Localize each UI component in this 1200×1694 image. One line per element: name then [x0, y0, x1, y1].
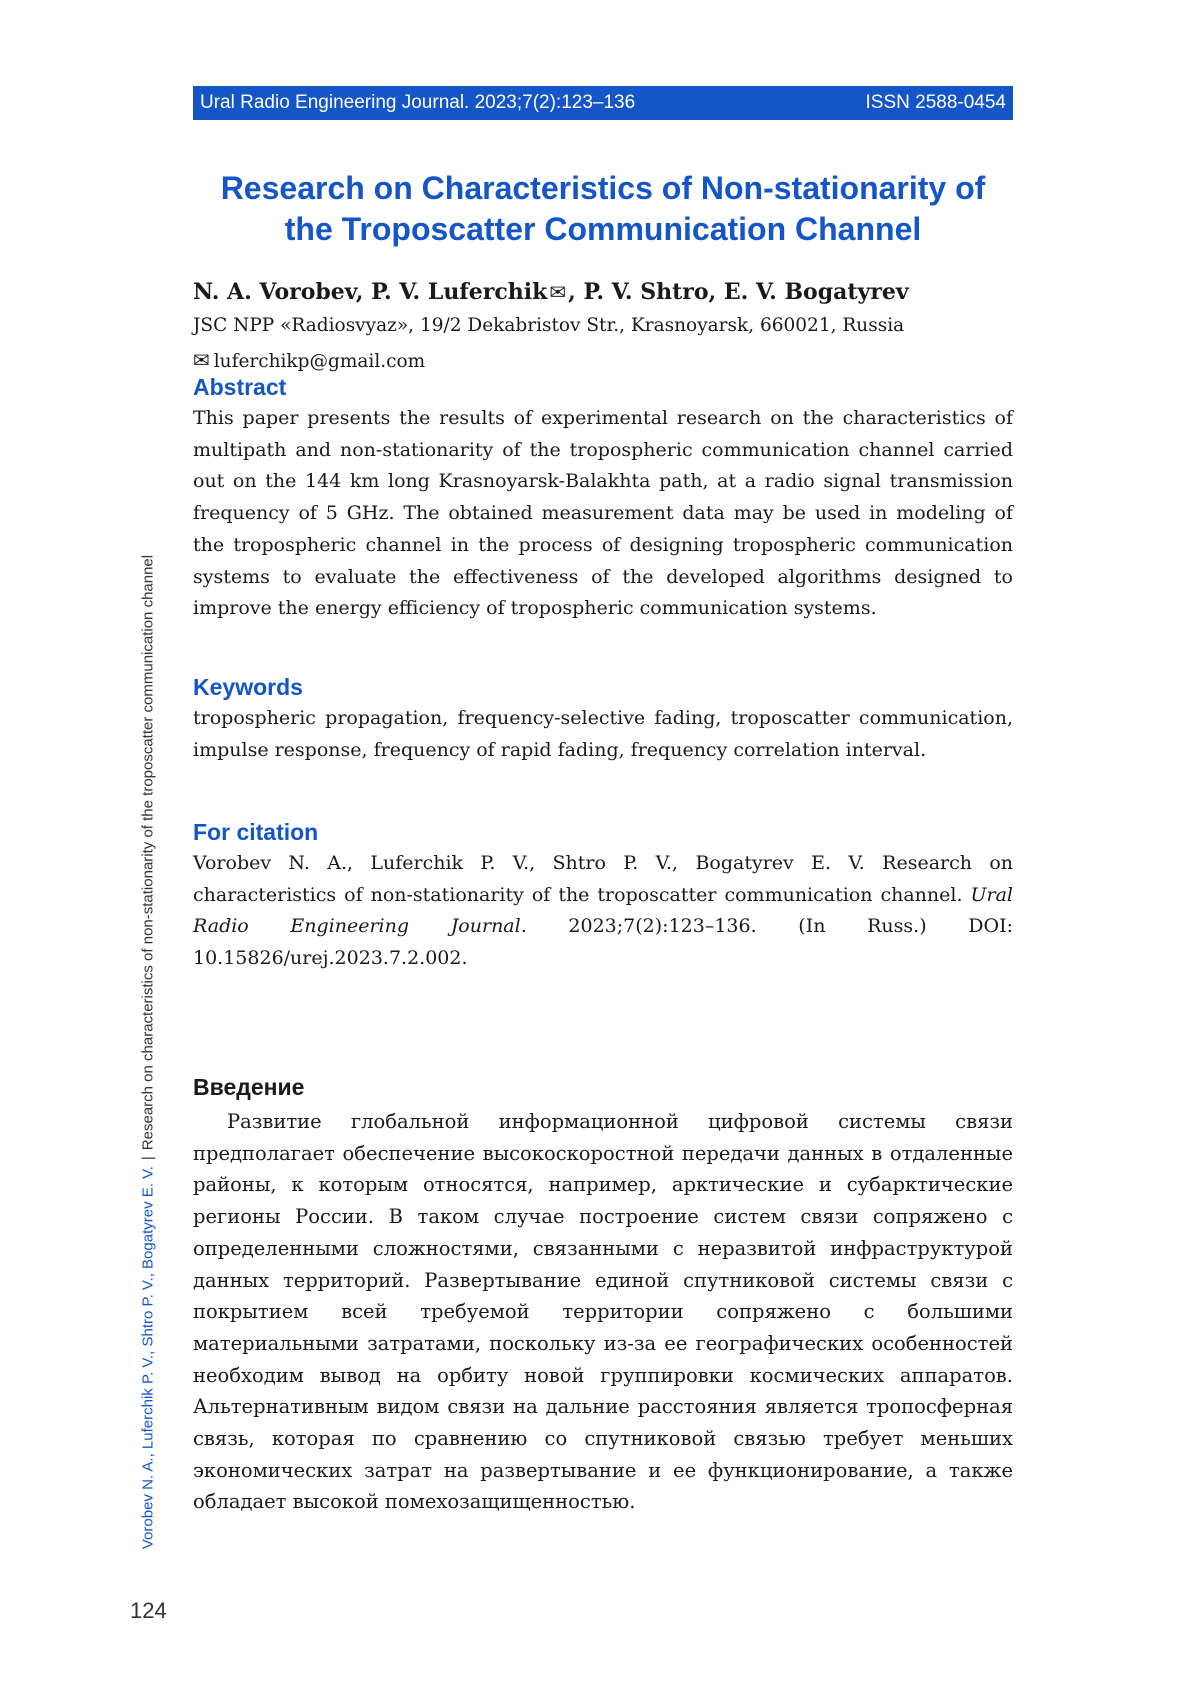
keywords-heading: Keywords	[193, 674, 303, 700]
intro-heading: Введение	[193, 1074, 305, 1100]
citation-journal: Ural Radio Engineering Journal	[193, 883, 1013, 938]
envelope-icon: ✉	[193, 348, 210, 372]
contact-email-line	[193, 347, 1013, 375]
side-title: Research on characteristics of non-stationarity of the troposcatter communication channel	[139, 554, 157, 1151]
envelope-icon: ✉	[549, 280, 567, 304]
journal-header-bar	[193, 86, 1013, 120]
citation-heading: For citation	[193, 819, 319, 845]
journal-citation: Ural Radio Engineering Journal. 2023;7(2):123–136	[200, 92, 636, 113]
intro-text: Развитие глобальной информационной цифровой системы связи предполагает обеспечение высокоскоростной передачи данных в отдаленные районы, к которым относятся, например, арктические и субарктические регионы России. В таком случае построение систем связи сопряжено с определенными сложностями, связанными с неразвитой инфраструктурой данных территорий. Развертывание единой спутниковой системы связи с покрытием всей требуемой территории сопряжено с большими материальными затратами, поскольку из-за ее географических особенностей необходим вывод на орбиту новой группировки космических аппаратов. Альтернативным видом связи на дальние расстояния является тропосферная связь, которая по сравнению со спутниковой связью требует меньших экономических затрат на развертывание и ее функционирование, а также обладает высокой помехозащищенностью.	[193, 1110, 1013, 1514]
authors-part-2: , P. V. Shtro, E. V. Bogatyrev	[568, 279, 909, 305]
citation-before: Vorobev N. A., Luferchik P. V., Shtro P. V., Bogatyrev E. V. Research on characteristics of non-stationarity of the troposcatter communication channel.	[193, 852, 1013, 906]
citation-text	[193, 848, 1013, 975]
abstract-text: This paper presents the results of experimental research on the characteristics of multipath and non-stationarity of the tropospheric communication channel carried out on the 144 km long Krasnoyarsk-Balakhta path, at a radio signal transmission frequency of 5 GHz. The obtained measurement data may be used in modeling of the tropospheric channel in the process of designing tropospheric communication systems to evaluate the effectiveness of the developed algorithms designed to improve the energy efficiency of tropospheric communication systems.	[193, 407, 1013, 620]
article-title: Research on Characteristics of Non-stationarity of the Troposcatter Communication Channel	[220, 170, 986, 247]
issn: ISSN 2588-0454	[865, 92, 1006, 113]
author-list	[193, 277, 1013, 307]
authors-part-1: N. A. Vorobev, P. V. Luferchik	[193, 279, 548, 305]
contact-email[interactable]: luferchikp@gmail.com	[213, 351, 426, 372]
page-number: 124	[130, 1598, 167, 1623]
running-side-label	[140, 555, 157, 1549]
side-authors: Vorobev N. A., Luferchik P. V., Shtro P. V., Bogatyrev E. V.	[139, 1166, 157, 1550]
abstract-heading: Abstract	[193, 374, 287, 400]
side-separator: |	[139, 1156, 157, 1161]
keywords-text: tropospheric propagation, frequency-selective fading, troposcatter communication, impulse response, frequency of rapid fading, frequency correlation interval.	[193, 707, 1013, 761]
affiliation: JSC NPP «Radiosvyaz», 19/2 Dekabristov Str., Krasnoyarsk, 660021, Russia	[193, 315, 905, 336]
citation-after: . 2023;7(2):123–136. (In Russ.) DOI: 10.15826/urej.2023.7.2.002.	[193, 915, 1013, 970]
